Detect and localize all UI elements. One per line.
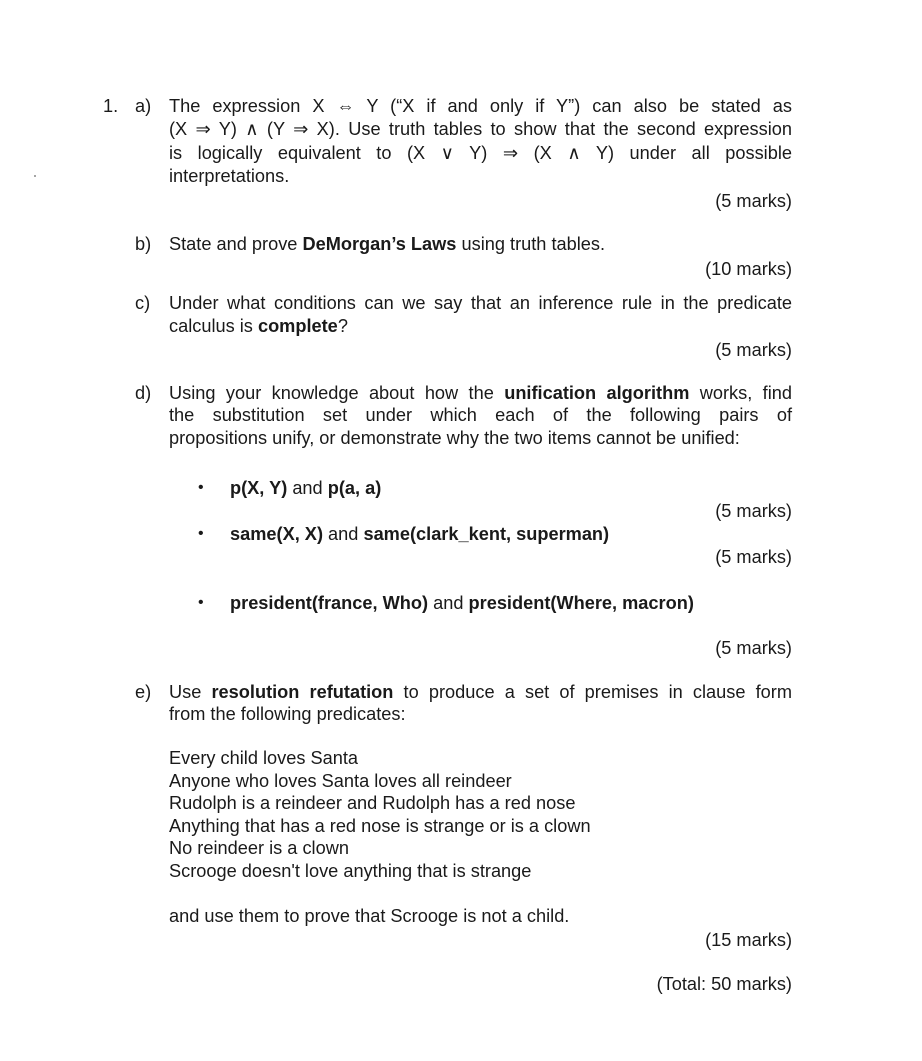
part-c-post: ? [337, 316, 348, 336]
resolution-term: resolution refutation [211, 682, 394, 702]
part-e-line-1 [169, 681, 792, 704]
premise: Scrooge doesn't love anything that is strange [169, 861, 532, 881]
part-a-text: Y (“X if and only if Y”) can also be stated as [354, 96, 792, 116]
part-e-line-2: from the following predicates: [169, 704, 406, 724]
part-b-marks: (10 marks) [705, 259, 792, 279]
part-d-line-1 [169, 382, 792, 405]
part-c-line-2 [169, 315, 792, 338]
demorgan-term: DeMorgan’s Laws [302, 234, 457, 254]
premise: Anything that has a red nose is strange or is a clown [169, 816, 591, 836]
part-a-line-2: (X ⇒ Y) ∧ (Y ⇒ X). Use truth tables to show that the second expression [169, 119, 792, 139]
premise: Rudolph is a reindeer and Rudolph has a red nose [169, 793, 576, 813]
part-d-pre: Using your knowledge about how the [169, 383, 505, 403]
unify-pair-1 [230, 477, 381, 500]
premise: No reindeer is a clown [169, 838, 349, 858]
part-a-line-1 [169, 95, 792, 118]
premise: Anyone who loves Santa loves all reindeer [169, 771, 512, 791]
part-a-line-3: is logically equivalent to (X ∨ Y) ⇒ (X ∧ Y) under all possible [169, 143, 792, 163]
part-e-marks: (15 marks) [705, 930, 792, 950]
part-a-text: The expression X [169, 96, 337, 116]
unify-pair-2 [230, 523, 609, 546]
term: same(clark_kent, superman) [363, 524, 610, 544]
question-number: 1. [103, 96, 119, 116]
unify-pair-2-marks: (5 marks) [715, 547, 792, 567]
part-d-post: works, find [689, 383, 792, 403]
part-d-line-2: the substitution set under which each of the following pairs of [169, 405, 792, 425]
part-e-pre: Use [169, 682, 212, 702]
bullet-icon: • [198, 525, 204, 542]
scan-speck [34, 175, 36, 177]
part-c-line-1: Under what conditions can we say that an inference rule in the predicate [169, 293, 792, 313]
connector: and [428, 593, 469, 613]
part-c-label: c) [135, 293, 151, 313]
part-e-post: to produce a set of premises in clause form [393, 682, 792, 702]
part-b-text [169, 233, 792, 256]
term: president(Where, macron) [468, 593, 694, 613]
part-a-marks: (5 marks) [715, 191, 792, 211]
iff-symbol: ⇔ [336, 96, 355, 116]
term: p(X, Y) [230, 478, 288, 498]
connector: and [323, 524, 364, 544]
complete-term: complete [257, 316, 338, 336]
part-b-post: using truth tables. [456, 234, 606, 254]
unify-pair-3 [230, 592, 694, 615]
bullet-icon: • [198, 594, 204, 611]
term: same(X, X) [230, 524, 323, 544]
part-e-label: e) [135, 682, 152, 702]
unify-pair-3-marks: (5 marks) [715, 638, 792, 658]
part-b-pre: State and prove [169, 234, 303, 254]
unification-term: unification algorithm [504, 383, 690, 403]
total-marks: (Total: 50 marks) [656, 974, 792, 994]
premise: Every child loves Santa [169, 748, 359, 768]
part-c-marks: (5 marks) [715, 340, 792, 360]
part-e-conclusion: and use them to prove that Scrooge is not a child. [169, 906, 570, 926]
unify-pair-1-marks: (5 marks) [715, 501, 792, 521]
connector: and [287, 478, 328, 498]
part-d-line-3: propositions unify, or demonstrate why the two items cannot be unified: [169, 428, 740, 448]
part-a-label: a) [135, 96, 152, 116]
part-d-label: d) [135, 383, 152, 403]
part-c-pre: calculus is [169, 316, 258, 336]
bullet-icon: • [198, 479, 204, 496]
term: president(france, Who) [230, 593, 429, 613]
term: p(a, a) [327, 478, 382, 498]
part-b-label: b) [135, 234, 152, 254]
part-a-line-4: interpretations. [169, 166, 290, 186]
